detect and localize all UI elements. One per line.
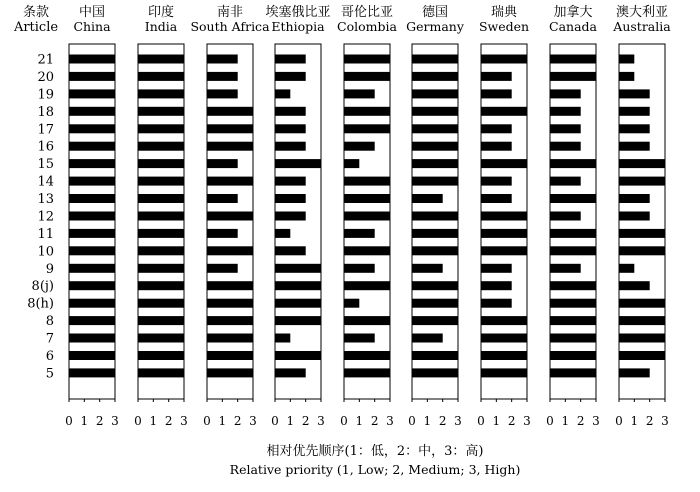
- bar: [550, 55, 596, 64]
- bar: [481, 351, 527, 360]
- bar: [344, 334, 375, 343]
- country-name-zh: 澳大利亚: [615, 5, 669, 20]
- country-name-en: Sweden: [478, 19, 530, 34]
- row-label: 6: [45, 349, 54, 364]
- bar: [481, 72, 512, 81]
- bar: [481, 194, 512, 203]
- bar: [481, 299, 512, 308]
- country-name-en: Canada: [549, 19, 597, 34]
- bar: [69, 124, 115, 133]
- row-label: 5: [45, 366, 54, 382]
- country-name-zh: 德国: [421, 5, 449, 20]
- bar: [481, 107, 527, 116]
- x-tick-label: 0: [203, 414, 211, 428]
- country-panel: [406, 5, 465, 428]
- bar: [619, 229, 665, 238]
- bar: [344, 264, 375, 273]
- bar: [69, 351, 115, 360]
- bar: [344, 107, 390, 116]
- bar: [481, 334, 527, 343]
- bar: [550, 351, 596, 360]
- bar: [275, 89, 290, 98]
- x-tick-label: 1: [630, 414, 639, 428]
- bar: [275, 281, 321, 290]
- bar: [275, 229, 290, 238]
- bar: [412, 142, 458, 151]
- bar: [138, 264, 184, 273]
- bar: [69, 368, 115, 377]
- bar: [412, 55, 458, 64]
- country-name-zh: 中国: [78, 5, 106, 20]
- bar: [412, 212, 458, 221]
- bar: [550, 334, 596, 343]
- country-panel: [337, 5, 397, 428]
- bar: [207, 229, 238, 238]
- bar: [69, 142, 115, 151]
- bar: [619, 89, 650, 98]
- bar: [344, 177, 390, 186]
- x-tick-label: 3: [249, 414, 257, 428]
- bar: [481, 316, 527, 325]
- bar: [207, 299, 253, 308]
- bar: [207, 334, 253, 343]
- x-tick-label: 2: [301, 414, 310, 428]
- country-name-zh: 加拿大: [553, 5, 593, 20]
- bar: [207, 351, 253, 360]
- bar: [412, 194, 443, 203]
- bar: [412, 334, 443, 343]
- bar: [207, 177, 253, 186]
- row-label: 15: [37, 157, 54, 173]
- bar: [275, 72, 306, 81]
- row-label: 18: [37, 104, 54, 120]
- bar: [275, 55, 306, 64]
- bar: [138, 124, 184, 133]
- row-label: 21: [37, 52, 54, 68]
- bar: [138, 229, 184, 238]
- country-name-zh: 印度: [147, 5, 175, 20]
- bar: [344, 72, 390, 81]
- x-tick-label: 0: [65, 414, 73, 428]
- bar: [138, 177, 184, 186]
- bar: [138, 368, 184, 377]
- bar: [69, 194, 115, 203]
- bar: [550, 89, 581, 98]
- bar: [69, 177, 115, 186]
- bar: [138, 351, 184, 360]
- bar: [344, 316, 390, 325]
- bar: [138, 281, 184, 290]
- bar: [138, 212, 184, 221]
- country-name-en: Colombia: [337, 19, 397, 34]
- bar: [481, 368, 527, 377]
- bar: [550, 159, 596, 168]
- bar: [550, 142, 581, 151]
- bar: [344, 55, 390, 64]
- bar: [481, 124, 512, 133]
- bar: [69, 246, 115, 255]
- x-tick-label: 3: [317, 414, 325, 428]
- bar: [138, 159, 184, 168]
- x-tick-label: 2: [507, 414, 516, 428]
- row-header: [13, 4, 58, 35]
- x-tick-label: 0: [340, 414, 348, 428]
- bar: [344, 281, 390, 290]
- bar: [344, 299, 359, 308]
- bar: [138, 89, 184, 98]
- bar: [275, 107, 306, 116]
- bar: [69, 334, 115, 343]
- x-tick-label: 1: [80, 414, 89, 428]
- bar: [69, 316, 115, 325]
- bar: [344, 194, 390, 203]
- country-name-en: Australia: [613, 19, 671, 34]
- bar: [207, 124, 253, 133]
- bar: [207, 107, 253, 116]
- x-tick-label: 3: [111, 414, 119, 428]
- bar: [138, 72, 184, 81]
- bar: [138, 107, 184, 116]
- x-tick-label: 3: [386, 414, 394, 428]
- bar: [619, 334, 665, 343]
- bar: [207, 55, 238, 64]
- x-tick-label: 2: [370, 414, 379, 428]
- country-name-en: India: [144, 19, 178, 34]
- bar: [69, 107, 115, 116]
- bar: [69, 281, 115, 290]
- bar: [412, 246, 458, 255]
- x-tick-label: 1: [286, 414, 295, 428]
- bar: [619, 212, 650, 221]
- bar: [344, 246, 390, 255]
- bar: [138, 299, 184, 308]
- bar: [550, 316, 596, 325]
- row-label: 16: [37, 139, 54, 155]
- bar: [619, 159, 665, 168]
- x-tick-label: 1: [561, 414, 570, 428]
- bar: [481, 159, 527, 168]
- row-labels: [27, 53, 54, 382]
- bar: [412, 368, 458, 377]
- row-label: 17: [37, 122, 54, 138]
- row-label: 10: [37, 244, 54, 260]
- bar: [344, 142, 375, 151]
- bar: [207, 212, 253, 221]
- bar: [481, 246, 527, 255]
- bar: [344, 351, 390, 360]
- bar: [207, 142, 253, 151]
- country-name-zh: 南非: [216, 5, 244, 20]
- x-tick-label: 0: [615, 414, 623, 428]
- bar: [550, 368, 596, 377]
- bar: [619, 299, 665, 308]
- bar: [275, 351, 321, 360]
- x-tick-label: 2: [164, 414, 173, 428]
- row-label: 7: [45, 331, 54, 347]
- bar: [207, 316, 253, 325]
- x-tick-label: 0: [271, 414, 279, 428]
- bar: [275, 159, 321, 168]
- bar: [412, 177, 458, 186]
- country-panel: [265, 5, 330, 428]
- bar: [412, 281, 458, 290]
- bar: [344, 89, 375, 98]
- x-axis-label: [230, 443, 521, 477]
- bar: [481, 55, 527, 64]
- row-label: 13: [37, 192, 54, 207]
- country-panels: [65, 4, 671, 428]
- x-tick-label: 1: [355, 414, 364, 428]
- bar: [275, 194, 306, 203]
- bar: [619, 142, 650, 151]
- x-tick-label: 1: [218, 414, 227, 428]
- bar: [138, 334, 184, 343]
- x-tick-label: 0: [134, 414, 142, 428]
- x-tick-label: 2: [438, 414, 447, 428]
- bar: [481, 89, 512, 98]
- x-tick-label: 0: [477, 414, 485, 428]
- bar: [275, 299, 321, 308]
- bar: [619, 55, 634, 64]
- bar: [550, 212, 581, 221]
- bar: [412, 72, 458, 81]
- bar: [275, 177, 306, 186]
- bar: [275, 334, 290, 343]
- bar: [412, 107, 458, 116]
- bar: [412, 351, 458, 360]
- bar: [344, 229, 375, 238]
- bar: [275, 316, 321, 325]
- bar: [550, 177, 581, 186]
- x-tick-label: 1: [423, 414, 432, 428]
- x-tick-label: 0: [408, 414, 416, 428]
- country-name-zh: 埃塞俄比亚: [265, 5, 331, 20]
- x-tick-label: 3: [523, 414, 531, 428]
- bar: [275, 124, 306, 133]
- country-panel: [190, 4, 270, 428]
- bar: [207, 264, 238, 273]
- x-tick-label: 2: [576, 414, 585, 428]
- bar: [412, 316, 458, 325]
- x-tick-label: 2: [233, 414, 242, 428]
- row-label: 11: [37, 226, 54, 242]
- row-label: 20: [37, 69, 54, 85]
- bar: [619, 351, 665, 360]
- bar: [207, 281, 253, 290]
- bar: [550, 229, 596, 238]
- row-header-zh: 条款: [22, 5, 50, 20]
- bar: [412, 264, 443, 273]
- x-tick-label: 2: [95, 414, 104, 428]
- bar: [619, 72, 634, 81]
- bar: [412, 299, 458, 308]
- country-name-en: China: [73, 19, 111, 34]
- bar: [550, 124, 581, 133]
- row-label: 19: [37, 87, 54, 103]
- bar: [207, 194, 238, 203]
- bar: [207, 89, 238, 98]
- bar: [619, 194, 650, 203]
- bar: [275, 212, 306, 221]
- bar: [550, 281, 596, 290]
- x-axis-label-zh: 相对优先顺序(1：低，2：中，3：高): [266, 444, 484, 459]
- bar: [481, 229, 527, 238]
- bar: [619, 316, 665, 325]
- bar: [481, 212, 527, 221]
- bar: [207, 159, 238, 168]
- bar: [69, 229, 115, 238]
- bar: [619, 246, 665, 255]
- x-tick-label: 0: [546, 414, 554, 428]
- x-tick-label: 3: [180, 414, 188, 428]
- bar: [619, 368, 650, 377]
- bar: [69, 55, 115, 64]
- bar: [138, 246, 184, 255]
- bar: [550, 194, 596, 203]
- row-label: 14: [37, 174, 54, 190]
- country-panel: [65, 4, 119, 428]
- x-tick-label: 3: [592, 414, 600, 428]
- row-label: 12: [37, 209, 54, 225]
- bar: [344, 212, 390, 221]
- bar: [619, 264, 634, 273]
- bar: [412, 159, 458, 168]
- country-panel: [546, 4, 600, 428]
- bar: [344, 124, 390, 133]
- bar: [138, 55, 184, 64]
- bar: [412, 89, 458, 98]
- row-header-en: Article: [13, 20, 59, 35]
- bar: [619, 281, 650, 290]
- row-label: 9: [45, 261, 54, 277]
- row-label: 8: [45, 314, 54, 330]
- bar: [550, 299, 596, 308]
- bar: [550, 246, 596, 255]
- bar: [412, 229, 458, 238]
- x-tick-label: 1: [149, 414, 158, 428]
- row-label: 8(j): [31, 279, 54, 295]
- bar: [275, 246, 306, 255]
- bar: [138, 316, 184, 325]
- country-panel: [134, 4, 188, 428]
- bar: [550, 264, 581, 273]
- bar: [69, 72, 115, 81]
- bar: [344, 368, 390, 377]
- bar: [412, 124, 458, 133]
- bar: [69, 212, 115, 221]
- country-panel: [477, 4, 531, 428]
- bar: [481, 177, 512, 186]
- x-tick-label: 1: [492, 414, 501, 428]
- bar: [69, 159, 115, 168]
- bar: [481, 142, 512, 151]
- country-panel: [612, 4, 671, 428]
- country-name-en: Ethiopia: [271, 19, 325, 34]
- bar: [344, 159, 359, 168]
- bar: [619, 124, 650, 133]
- bar: [481, 264, 512, 273]
- bar: [619, 107, 650, 116]
- bar: [275, 368, 306, 377]
- bar: [550, 107, 581, 116]
- country-name-en: Germany: [406, 19, 464, 34]
- bar: [207, 368, 253, 377]
- bar: [138, 142, 184, 151]
- bar: [69, 299, 115, 308]
- bar: [275, 142, 306, 151]
- country-name-zh: 哥伦比亚: [340, 5, 394, 20]
- x-tick-label: 3: [454, 414, 462, 428]
- bar: [138, 194, 184, 203]
- bar: [275, 264, 321, 273]
- x-tick-label: 3: [661, 414, 669, 428]
- country-name-zh: 瑞典: [490, 5, 518, 20]
- bar: [619, 177, 665, 186]
- bar: [207, 246, 253, 255]
- country-name-en: South Africa: [190, 19, 270, 34]
- bar: [481, 281, 512, 290]
- x-tick-label: 2: [645, 414, 654, 428]
- bar: [207, 72, 238, 81]
- bar: [69, 264, 115, 273]
- bar: [550, 72, 596, 81]
- row-label: 8(h): [27, 296, 54, 312]
- x-axis-label-en: Relative priority (1, Low; 2, Medium; 3, High): [229, 462, 521, 477]
- bar: [69, 89, 115, 98]
